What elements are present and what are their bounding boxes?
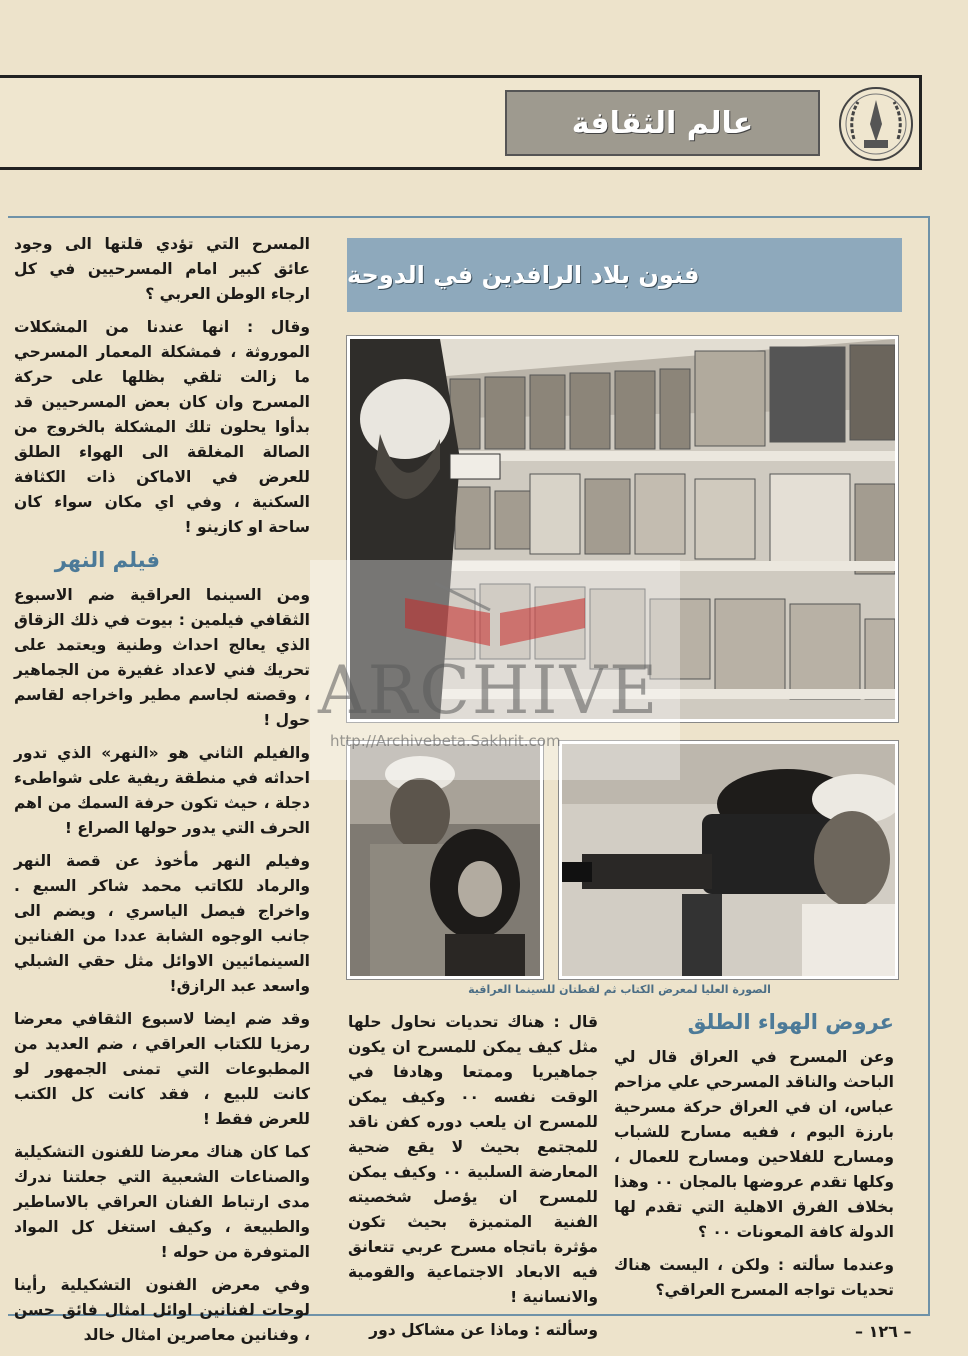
section-title: عالم الثقافة — [505, 90, 820, 156]
watermark-text: ARCHIVE — [318, 652, 660, 729]
paragraph: المسرح التي تؤدي قلتها الى وجود عائق كبير امام المسرحيين في كل ارجاء الوطن العربي ؟ — [14, 235, 310, 303]
page-number: – ١٢٦ – — [855, 1322, 912, 1341]
watermark-book-icon — [395, 578, 595, 648]
right-column — [14, 232, 310, 1356]
paragraph: وفيلم النهر مأخوذ عن قصة النهر والرماد للكاتب محمد شاكر السبع . واخراج فيصل الياسري ، ويضم الى جانب الوجوه الشابة عددا من الفنانين السينمائيين الاوائل مثل حقي الشبلي واسعد عبد الرازق! — [14, 852, 310, 995]
paragraph: كما كان هناك معرضا للفنون التشكيلية والصناعات الشعبية التي جعلتنا ندرك مدى ارتباط الفنان العراقي بالاساطير والطبيعة ، وكيف استغل كل المواد المتوفرة من حوله ! — [14, 1143, 310, 1261]
middle-column — [348, 1010, 598, 1351]
subheading-open-air-shows: عروض الهواء الطلق — [687, 1010, 894, 1034]
paragraph: قال : هناك تحديات نحاول حلها مثل كيف يمكن للمسرح ان يكون جماهيريا وممتعا وهادفا في الوقت نفسه ٠٠ وكيف يمكن للمسرح ان يلعب دوره كفن ناقد للمجتمع بحيث لا يقع ضحية المعارضة السلبية ٠٠ وكيف يمكن للمسرح ان يؤصل شخصيته الفنية المتميزة بحيث تكون مؤثرة باتجاه مسرح عربي تتعانق فيه الابعاد الاجتماعية والقومية والانسانية ! — [348, 1013, 598, 1306]
left-column — [614, 1010, 894, 1311]
paragraph: وعن المسرح في العراق قال لي الباحث والناقد المسرحي علي مزاحم عباس، ان في العراق حركة مسرحية بارزة اليوم ، ففيه مسارح للشباب ومسارح للفلاحين ومسارح للعمال ، وكلها تقدم عروضها بالمجان ٠٠ وهذا بخلاف الفرق الاهلية التي تقدم لها الدولة كافة المعونات ٠٠ ؟ — [614, 1048, 895, 1241]
subheading-river-film: فيلم النهر — [54, 548, 160, 572]
paragraph: وفي معرض الفنون التشكيلية رأينا لوحات لفنانين اوائل امثال فائق حسن ، وفنانين معاصرين امثال خالد — [14, 1276, 310, 1344]
photo-caption: الصورة العليا لمعرض الكتاب ثم لقطتان للسينما العراقية — [468, 983, 771, 996]
paragraph: ومن السينما العراقية ضم الاسبوع الثقافي فيلمين : بيوت في ذلك الزقاق الذي يعالج احداث وطنية ويعتمد على تحريك فني لاعداد غفيرة من الجماهير ، وقصته لجاسم مطير واخراجه لقاسم حول ! — [14, 586, 310, 729]
paragraph: وقال : انها عندنا من المشكلات الموروثة ، فمشكلة المعمار المسرحي ما زالت تلقي بظلها على حركة المسرح وان كان بعض المسرحيين قد بدأوا يحلون تلك المشكلة بالخروج من الصالة المغلقة الى الهواء الطلق للعرض في الاماكن ذات الكثافة السكنية ، وفي اي مكان سواء كان ساحة او كازينو ! — [14, 318, 310, 536]
film-still-couple-photo — [347, 741, 543, 979]
paragraph: وقد ضم ايضا لاسبوع الثقافي معرضا رمزيا للكتاب العراقي ، ضم العديد من المطبوعات التي تمنى الجمهور لو كانت للبيع ، فقد كانت كل الكتب للعرض فقط ! — [14, 1010, 310, 1128]
watermark-url: http://Archivebeta.Sakhrit.com — [330, 732, 561, 750]
paragraph: والفيلم الثاني هو «النهر» الذي تدور احداثه في منطقة ريفية على شواطىء دجلة ، حيث تكون حرفة السمك من اهم الحرف التي يدور حولها الصراع ! — [14, 744, 310, 837]
film-camera-operator-photo — [559, 741, 898, 979]
paragraph: وعندما سألته : ولكن ، اليست هناك تحديات تواجه المسرح العراقي؟ — [614, 1256, 894, 1299]
pen-wreath-emblem-icon — [836, 84, 916, 164]
paragraph: وسألته : وماذا عن مشاكل دور — [369, 1321, 598, 1339]
article-banner-title: فنون بلاد الرافدين في الدوحة — [347, 238, 902, 312]
